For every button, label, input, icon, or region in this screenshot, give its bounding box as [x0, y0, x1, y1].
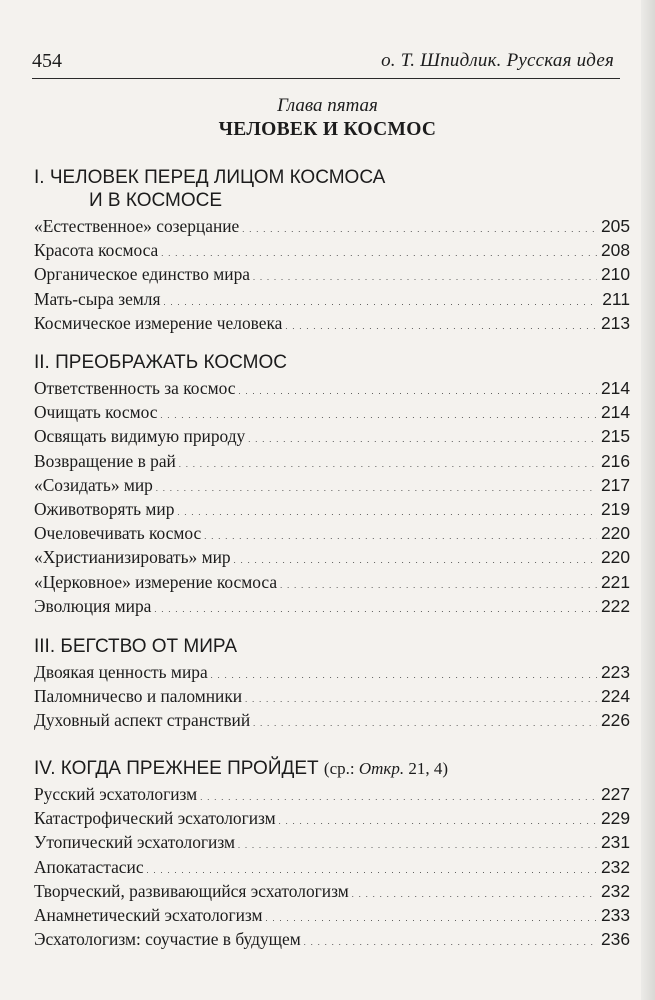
toc-entry	[34, 660, 630, 684]
toc-entry-title: Апокатастасис	[34, 856, 144, 877]
toc-entry-title: Оживотворять мир	[34, 498, 175, 519]
toc-entry-title: Утопический эсхатологизм	[34, 832, 235, 853]
toc-entry	[34, 497, 630, 521]
toc-entry	[34, 594, 630, 618]
toc-entry	[34, 879, 630, 903]
toc-entry-title: Красота космоса	[34, 240, 159, 261]
page-edge-shadow	[641, 0, 655, 1000]
toc-entry-page: 224	[600, 686, 630, 707]
toc-entry	[34, 262, 630, 286]
section-title-line2: И В КОСМОСЕ	[89, 190, 223, 211]
running-title: о. Т. Шпидлик. Русская идея	[381, 50, 614, 71]
scripture-reference	[324, 759, 448, 778]
toc-entry-page: 236	[600, 929, 630, 950]
toc-entry-page: 233	[600, 904, 630, 925]
toc-entry-title: Анамнетический эсхатологизм	[34, 904, 263, 925]
toc-entry-title: Органическое единство мира	[34, 264, 251, 285]
toc-entry-page: 227	[600, 784, 630, 804]
dot-leader	[154, 594, 597, 622]
toc-entry-page: 222	[600, 595, 630, 616]
chapter-title: ЧЕЛОВЕК И КОСМОС	[218, 119, 437, 140]
toc-entry-page: 213	[600, 312, 630, 333]
toc-entry-title: «Созидать» мир	[34, 474, 153, 495]
dot-leader	[304, 927, 597, 955]
toc-entry-page: 211	[602, 288, 630, 309]
section-title: III. БЕГСТВО ОТ МИРА	[34, 636, 237, 657]
toc-entry	[34, 311, 630, 335]
running-header	[32, 48, 620, 79]
toc-entry-title: Возвращение в рай	[34, 450, 176, 471]
toc-entry	[34, 927, 630, 951]
toc-entry-title: Освящать видимую природу	[34, 426, 246, 447]
toc-entry	[34, 424, 630, 448]
toc-entry-page: 232	[600, 856, 630, 877]
toc-entry-page: 217	[600, 474, 630, 495]
section-title	[34, 166, 630, 212]
ref-prefix: (ср.:	[323, 759, 359, 778]
page-number: 454	[32, 50, 62, 72]
toc-entry	[34, 521, 630, 545]
dot-leader	[285, 311, 597, 339]
toc-section-2	[34, 351, 630, 618]
toc-entry-title: Ответственность за космос	[34, 378, 236, 398]
toc-entry	[34, 806, 630, 830]
toc-entry-page: 220	[600, 547, 630, 568]
chapter-label: Глава пятая	[277, 95, 378, 116]
dot-leader	[253, 708, 597, 736]
toc-entry	[34, 400, 630, 424]
toc-entry-title: Очеловечивать космос	[34, 523, 202, 544]
toc-entry-page: 221	[600, 571, 630, 592]
toc-entry	[34, 830, 630, 854]
ref-suffix: 21, 4)	[404, 759, 449, 778]
toc-entry-title: Паломничесво и паломники	[34, 686, 243, 707]
toc-entry-title: Эволюция мира	[34, 595, 152, 616]
toc-entry	[34, 449, 630, 473]
toc-entry	[34, 473, 630, 497]
toc-entry	[34, 214, 630, 238]
toc-entry-title: Космическое измерение человека	[34, 312, 283, 333]
toc-entry	[34, 855, 630, 879]
toc-entry-title: «Христианизировать» мир	[34, 547, 231, 568]
toc-entry-page: 205	[600, 216, 630, 236]
toc-entry	[34, 570, 630, 594]
toc-entry-page: 232	[600, 880, 630, 901]
section-title-line1: I. ЧЕЛОВЕК ПЕРЕД ЛИЦОМ КОСМОСА	[34, 167, 386, 188]
toc-entry-page: 216	[600, 450, 630, 471]
toc-entry-title: Мать-сыра земля	[34, 288, 161, 309]
toc-entry	[34, 708, 630, 732]
toc-entry-title: Творческий, развивающийся эсхатологизм	[34, 880, 349, 901]
toc-entry	[34, 287, 630, 311]
toc-entry-page: 226	[600, 710, 630, 731]
toc-entry-page: 214	[600, 402, 630, 423]
toc-entry	[34, 376, 630, 400]
toc-entry-title: Духовный аспект странствий	[34, 710, 251, 731]
toc-entry-page: 215	[600, 426, 630, 447]
toc-entry-page: 229	[600, 808, 630, 829]
toc-entry-title: «Естественное» созерцание	[34, 216, 240, 236]
toc-entry	[34, 684, 630, 708]
toc-entry-title: Русский эсхатологизм	[34, 784, 198, 804]
toc-entry	[34, 782, 630, 806]
toc-section-4	[34, 757, 630, 951]
toc-entry-page: 219	[600, 498, 630, 519]
toc-entry	[34, 903, 630, 927]
toc-entry-title: «Церковное» измерение космоса	[34, 571, 278, 592]
toc-section-1	[34, 166, 630, 335]
section-title: II. ПРЕОБРАЖАТЬ КОСМОС	[34, 352, 287, 373]
toc-entry	[34, 238, 630, 262]
toc-entry-page: 214	[600, 378, 630, 398]
ref-book: Откр.	[358, 759, 405, 778]
toc-entry-title: Очищать космос	[34, 402, 158, 423]
toc-entry-page: 223	[600, 662, 630, 682]
toc-entry-title: Катастрофический эсхатологизм	[34, 808, 276, 829]
toc-section-3	[34, 635, 630, 733]
section-title	[34, 757, 630, 780]
toc-entry-page: 208	[600, 240, 630, 261]
toc-entry-title: Двоякая ценность мира	[34, 662, 208, 682]
section-title-text: IV. КОГДА ПРЕЖНЕЕ ПРОЙДЕТ	[34, 758, 319, 779]
toc-entry-page: 220	[600, 523, 630, 544]
toc-entry-page: 231	[600, 832, 630, 853]
toc-entry-title: Эсхатологизм: соучастие в будущем	[34, 929, 301, 950]
toc-entry	[34, 545, 630, 569]
toc-entry-page: 210	[600, 264, 630, 285]
